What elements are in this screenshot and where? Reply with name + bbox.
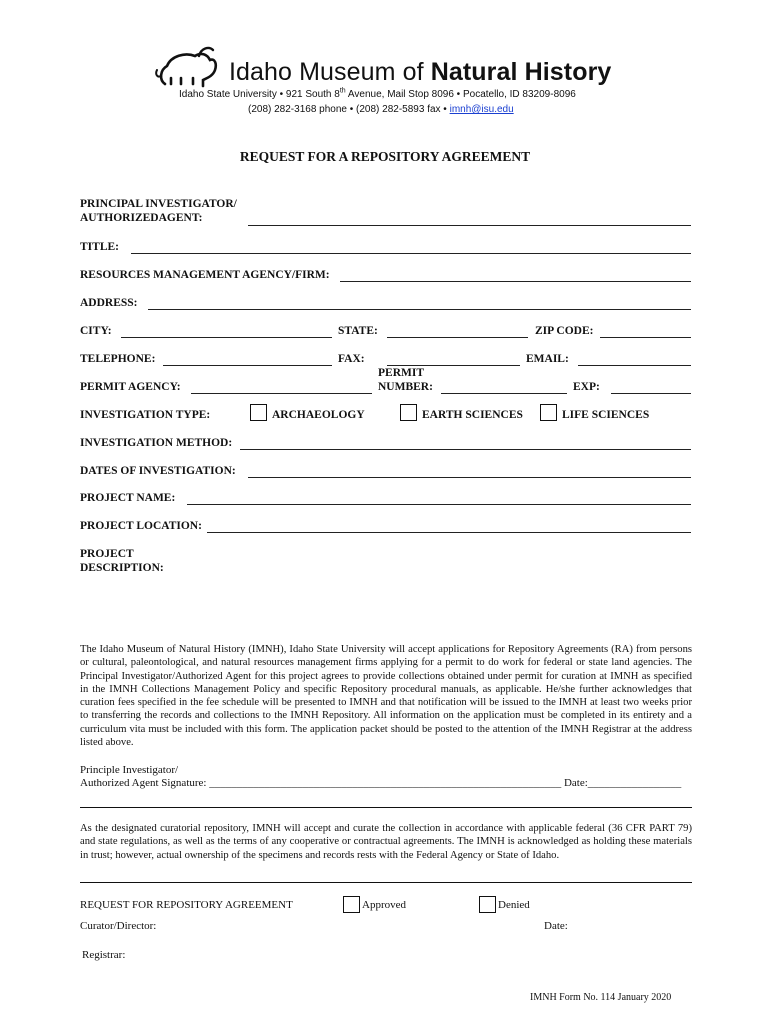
project-description-label-line2: DESCRIPTION: (80, 562, 164, 574)
address-post: Avenue, Mail Stop 8096 • Pocatello, ID 83209-8096 (345, 89, 576, 100)
earth-sciences-label: EARTH SCIENCES (422, 409, 523, 421)
project-name-label: PROJECT NAME: (80, 492, 176, 504)
permit-agency-label: PERMIT AGENCY: (80, 381, 181, 393)
terms-paragraph: The Idaho Museum of Natural History (IMNH), Idaho State University will accept applications for Repository Agreements (RA) from persons or cultural, paleontological, and natural resources management firms applying for a permit to do work for federal or state land agencies. The Principal Investigator/Authorized Agent for this project agrees to provide collections obtained under permit for curation at IMNH as specified in the IMNH Collections Management Policy and specific Repository procedural manuals, as applicable. He/she further acknowledges that curation fees specified in the fee schedule will be presented to IMNH and that notification will be issued to the IMNH at least two weeks prior to transferring the records and collections to the IMNH Repository. All information on the application must be completed in its entirety and a curriculum vita must be included with this form. The application packet should be posted to the attention of the IMNH Registrar at the address listed above. (80, 644, 692, 749)
agency-label: RESOURCES MANAGEMENT AGENCY/FIRM: (80, 269, 330, 281)
fax-label: FAX: (338, 353, 365, 365)
archaeology-checkbox[interactable] (250, 404, 267, 421)
title-field[interactable] (131, 253, 691, 254)
address-line (179, 89, 576, 101)
project-location-label: PROJECT LOCATION: (80, 520, 202, 532)
signature-label-line2[interactable]: Authorized Agent Signature: ________________________________________________________________ Date:_________________ (80, 777, 682, 789)
life-sciences-checkbox[interactable] (540, 404, 557, 421)
denied-checkbox[interactable] (479, 896, 496, 913)
investigation-type-label: INVESTIGATION TYPE: (80, 409, 211, 421)
exp-label: EXP: (573, 381, 600, 393)
section-divider (80, 807, 692, 808)
state-field[interactable] (387, 337, 528, 338)
address-label: ADDRESS: (80, 297, 138, 309)
project-name-field[interactable] (187, 504, 691, 505)
email-field[interactable] (578, 365, 691, 366)
life-sciences-label: LIFE SCIENCES (562, 409, 650, 421)
curator-date-label: Date: (544, 920, 568, 932)
permit-number-field[interactable] (441, 393, 567, 394)
contact-text: (208) 282-3168 phone • (208) 282-5893 fax • (248, 104, 450, 115)
curator-label: Curator/Director: (80, 920, 157, 932)
museum-name-bold: Natural History (430, 58, 612, 86)
approval-label: REQUEST FOR REPOSITORY AGREEMENT (80, 899, 293, 911)
approved-label: Approved (362, 899, 406, 911)
state-label: STATE: (338, 325, 378, 337)
agency-field[interactable] (340, 281, 691, 282)
exp-field[interactable] (611, 393, 691, 394)
museum-name (229, 58, 611, 86)
registrar-label: Registrar: (82, 949, 126, 961)
denied-label: Denied (498, 899, 530, 911)
permit-number-label-line2: NUMBER: (378, 381, 433, 393)
title-label: TITLE: (80, 241, 119, 253)
pi-label-line1: PRINCIPAL INVESTIGATOR/ (80, 198, 237, 210)
city-label: CITY: (80, 325, 112, 337)
zip-field[interactable] (600, 337, 691, 338)
form-number: IMNH Form No. 114 January 2020 (530, 992, 672, 1003)
zip-label: ZIP CODE: (535, 325, 594, 337)
permit-agency-field[interactable] (191, 393, 372, 394)
telephone-label: TELEPHONE: (80, 353, 156, 365)
permit-number-label-line1: PERMIT (378, 367, 424, 379)
email-link[interactable]: imnh@isu.edu (449, 104, 514, 115)
project-description-label-line1: PROJECT (80, 548, 134, 560)
curation-paragraph: As the designated curatorial repository, IMNH will accept and curate the collection in accordance with applicable federal (36 CFR PART 79) and state regulations, as well as the terms of any cooperative or contractual agreements. The IMNH is acknowledged as holding these materials in trust; however, actual ownership of the specimens and records rests with the Federal Agency or State of Idaho. (80, 823, 692, 861)
approved-checkbox[interactable] (343, 896, 360, 913)
pi-label-line2: AUTHORIZEDAGENT: (80, 212, 203, 224)
address-sup: th (339, 87, 346, 95)
signature-label-line1: Principle Investigator/ (80, 764, 179, 776)
archaeology-label: ARCHAEOLOGY (272, 409, 365, 421)
pi-field[interactable] (248, 225, 691, 226)
approval-divider (80, 882, 692, 883)
bison-logo-icon (155, 44, 227, 92)
address-pre: Idaho State University • 921 South 8 (179, 89, 340, 100)
email-label: EMAIL: (526, 353, 569, 365)
investigation-method-field[interactable] (240, 449, 691, 450)
museum-name-light: Idaho Museum of (229, 58, 431, 86)
city-field[interactable] (121, 337, 332, 338)
telephone-field[interactable] (163, 365, 332, 366)
form-title: REQUEST FOR A REPOSITORY AGREEMENT (239, 149, 531, 164)
investigation-method-label: INVESTIGATION METHOD: (80, 437, 233, 449)
earth-sciences-checkbox[interactable] (400, 404, 417, 421)
contact-line (248, 104, 514, 116)
dates-field[interactable] (248, 477, 691, 478)
project-location-field[interactable] (207, 532, 691, 533)
address-field[interactable] (148, 309, 691, 310)
dates-label: DATES OF INVESTIGATION: (80, 465, 236, 477)
project-description-area[interactable] (170, 545, 691, 625)
